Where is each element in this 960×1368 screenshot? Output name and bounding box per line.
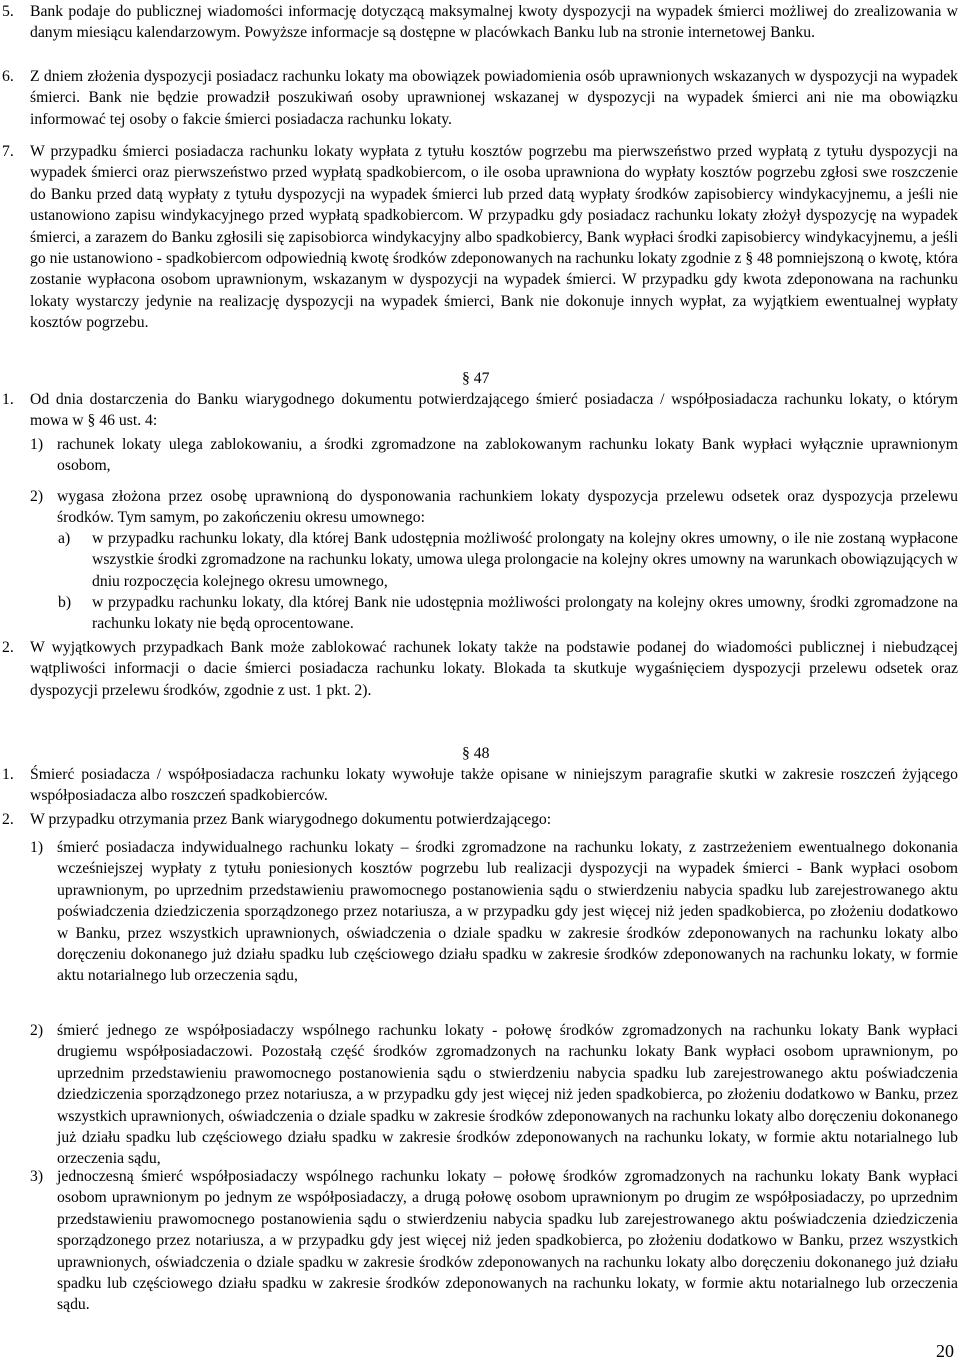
point-text: jednoczesną śmierć współposiadaczy wspólnego rachunku lokaty – połowę środków zgromadzonych na rachunku lokaty Bank wypłaci osobom uprawnionym po jednym ze współposiadaczy, a drugą połowę osobom uprawnionym po drugim ze współposiadaczy, po uprzednim przedstawieniu prawomocnego postanowienia sądu o stwierdzeniu nabycia spadku lub zarejestrowanego aktu poświadczenia dziedziczenia sporządzonego przez notariusza, a w przypadku gdy jest więcej niż jeden spadkobierca, po złożeniu dodatkowo w Banku, przez wszystkich uprawnionych, oświadczenia o dziale spadku w zakresie środków zdeponowanych na rachunku lokaty albo doręczeniu dokonanego już działu spadku lub częściowego działu spadku w zakresie środków zdeponowanych na rachunku lokaty, w formie aktu notarialnego lub orzeczenia sądu. bbox=[57, 1168, 958, 1314]
sec46-item-6 bbox=[2, 66, 958, 130]
sec47-point-2 bbox=[30, 486, 958, 529]
sec46-item-5 bbox=[2, 1, 958, 44]
page-number: 20 bbox=[936, 1341, 954, 1361]
item-number: 1. bbox=[2, 391, 14, 408]
point-number: 3) bbox=[30, 1168, 44, 1185]
point-text: rachunek lokaty ulega zablokowaniu, a środki zgromadzone na zablokowanym rachunku lokaty Bank wypłaci wyłącznie uprawnionym osobom, bbox=[57, 436, 958, 475]
item-text: Śmierć posiadacza / współposiadacza rachunku lokaty wywołuje także opisane w niniejszym paragrafie skutki w zakresie roszczeń żyjącego współposiadacza albo roszczeń spadkobierców. bbox=[30, 766, 958, 805]
sec47-subpoint-a bbox=[58, 528, 958, 592]
item-number: 5. bbox=[2, 3, 14, 20]
sec48-para-2 bbox=[2, 809, 958, 830]
item-text: Od dnia dostarczenia do Banku wiarygodnego dokumentu potwierdzającego śmierć posiadacza / współposiadacza rachunku lokaty, o którym mowa w § 46 ust. 4: bbox=[30, 391, 958, 430]
sec46-item-7 bbox=[2, 141, 958, 334]
sec47-point-1 bbox=[30, 434, 958, 477]
sec48-point-1 bbox=[30, 837, 958, 987]
sec47-para-1 bbox=[2, 389, 958, 432]
item-text: W wyjątkowych przypadkach Bank może zablokować rachunek lokaty także na podstawie podanej do wiadomości publicznej i niebudzącej wątpliwości informacji o dacie śmierci posiadacza rachunku lokaty. Blokada ta skutkuje wygaśnięciem dyspozycji przelewu odsetek oraz dyspozycji przelewu środków, zgodnie z ust. 1 pkt. 2). bbox=[30, 639, 958, 699]
subpoint-letter: b) bbox=[58, 594, 72, 611]
point-text: wygasa złożona przez osobę uprawnioną do dysponowania rachunkiem lokaty dyspozycja przelewu odsetek oraz dyspozycja przelewu środków. Tym samym, po zakończeniu okresu umownego: bbox=[57, 488, 958, 527]
item-text: W przypadku otrzymania przez Bank wiarygodnego dokumentu potwierdzającego: bbox=[30, 811, 552, 828]
item-text: W przypadku śmierci posiadacza rachunku lokaty wypłata z tytułu kosztów pogrzebu ma pierwszeństwo przed wypłatą z tytułu dyspozycji na wypadek śmierci oraz pierwszeństwo przed wypłatą spadkobiercom, o ile osoba uprawniona do wypłaty kosztów pogrzebu zgłosi swe roszczenie do Banku przed datą wypłaty z tytułu dyspozycji na wypadek śmierci lub przed datą wypłaty środków zapisobiercy windykacyjnemu, a jeśli nie ustanowiono zapisu windykacyjnego przed wypłatą spadkobiercom. W przypadku gdy posiadacz rachunku lokaty złożył dyspozycję na wypadek śmierci, a zarazem do Banku zgłosili się zapisobiorca windykacyjny albo spadkobiercy, Bank wypłaci środki zapisobiercy windykacyjnemu, a jeśli go nie ustanowiono - spadkobiercom odpowiednią kwotę środków zdeponowanych na rachunku lokaty zgodnie z § 48 pomniejszoną o kwotę, która zostanie wypłacona osobom uprawnionym, wskazanym w dyspozycji na wypadek śmierci. W przypadku gdy kwota zdeponowana na rachunku lokaty wystarczy jedynie na realizację dyspozycji na wypadek śmierci, Bank nie dokonuje innych wypłat, za wyjątkiem ewentualnej wypłaty kosztów pogrzebu. bbox=[30, 143, 958, 332]
point-text: śmierć jednego ze współposiadaczy wspólnego rachunku lokaty - połowę środków zgromadzonych na rachunku lokaty Bank wypłaci drugiemu współposiadaczowi. Pozostałą część środków zgromadzonych na rachunku lokaty Bank wypłaci osobom uprawnionym, po uprzednim przedstawieniu prawomocnego postanowienia sądu o stwierdzeniu nabycia spadku lub zarejestrowanego aktu poświadczenia dziedziczenia sporządzonego przez notariusza, a w przypadku gdy jest więcej niż jeden spadkobierca, po złożeniu dodatkowo w Banku, przez wszystkich uprawnionych, oświadczenia o dziale spadku w zakresie środków zdeponowanych na rachunku lokaty albo doręczeniu dokonanego już działu spadku lub częściowego działu spadku w zakresie środków zdeponowanych na rachunku lokaty, w formie aktu notarialnego lub orzeczenia sądu, bbox=[57, 1022, 958, 1168]
subpoint-text: w przypadku rachunku lokaty, dla której Bank udostępnia możliwość prolongaty na kolejny okres umowny, o ile nie zostaną wypłacone wszystkie środki zgromadzone na rachunku lokaty, umowa ulega prolongacie na kolejny okres umowny na warunkach obowiązujących w dniu rozpoczęcia kolejnego okresu umownego, bbox=[92, 530, 958, 590]
item-number: 6. bbox=[2, 68, 14, 85]
point-number: 1) bbox=[30, 436, 44, 453]
point-text: śmierć posiadacza indywidualnego rachunku lokaty – środki zgromadzone na rachunku lokaty, z zastrzeżeniem ewentualnego dokonania wcześniejszej wypłaty z tytułu poniesionych kosztów pogrzebu lub realizacji dyspozycji na wypadek śmierci - Bank wypłaci osobom uprawnionym, po uprzednim przedstawieniu prawomocnego postanowienia sądu o stwierdzeniu nabycia spadku lub zarejestrowanego aktu poświadczenia dziedziczenia sporządzonego przez notariusza, a w przypadku gdy jest więcej niż jeden spadkobierca, po złożeniu dodatkowo w Banku, przez wszystkich uprawnionych, oświadczenia o dziale spadku w zakresie środków zdeponowanych na rachunku lokaty albo doręczeniu dokonanego już działu spadku lub częściowego działu spadku w zakresie środków zdeponowanych na rachunku lokaty, w formie aktu notarialnego lub orzeczenia sądu, bbox=[57, 839, 958, 985]
sec48-point-2 bbox=[30, 1020, 958, 1170]
item-number: 1. bbox=[2, 766, 14, 783]
item-number: 7. bbox=[2, 143, 14, 160]
section-47-heading: § 47 bbox=[462, 370, 490, 387]
sec47-subpoint-b bbox=[58, 592, 958, 635]
sec47-para-2 bbox=[2, 637, 958, 701]
item-number: 2. bbox=[2, 639, 14, 656]
item-text: Bank podaje do publicznej wiadomości informację dotyczącą maksymalnej kwoty dyspozycji na wypadek śmierci możliwej do zrealizowania w danym miesiącu kalendarzowym. Powyższe informacje są dostępne w placówkach Banku lub na stronie internetowej Banku. bbox=[30, 3, 958, 42]
sec48-point-3 bbox=[30, 1166, 958, 1316]
subpoint-letter: a) bbox=[58, 530, 71, 547]
item-text: Z dniem złożenia dyspozycji posiadacz rachunku lokaty ma obowiązek powiadomienia osób uprawnionych wskazanych w dyspozycji na wypadek śmierci. Bank nie będzie prowadził poszukiwań osoby uprawnionej wskazanej w dyspozycji na wypadek śmierci ani nie ma obowiązku informować tej osoby o fakcie śmierci posiadacza rachunku lokaty. bbox=[30, 68, 958, 128]
section-48-heading: § 48 bbox=[462, 745, 490, 762]
point-number: 2) bbox=[30, 488, 44, 505]
point-number: 2) bbox=[30, 1022, 44, 1039]
item-number: 2. bbox=[2, 811, 14, 828]
subpoint-text: w przypadku rachunku lokaty, dla której Bank nie udostępnia możliwości prolongaty na kolejny okres umowny, środki zgromadzone na rachunku lokaty nie będą oprocentowane. bbox=[92, 594, 958, 633]
sec48-para-1 bbox=[2, 764, 958, 807]
point-number: 1) bbox=[30, 839, 44, 856]
